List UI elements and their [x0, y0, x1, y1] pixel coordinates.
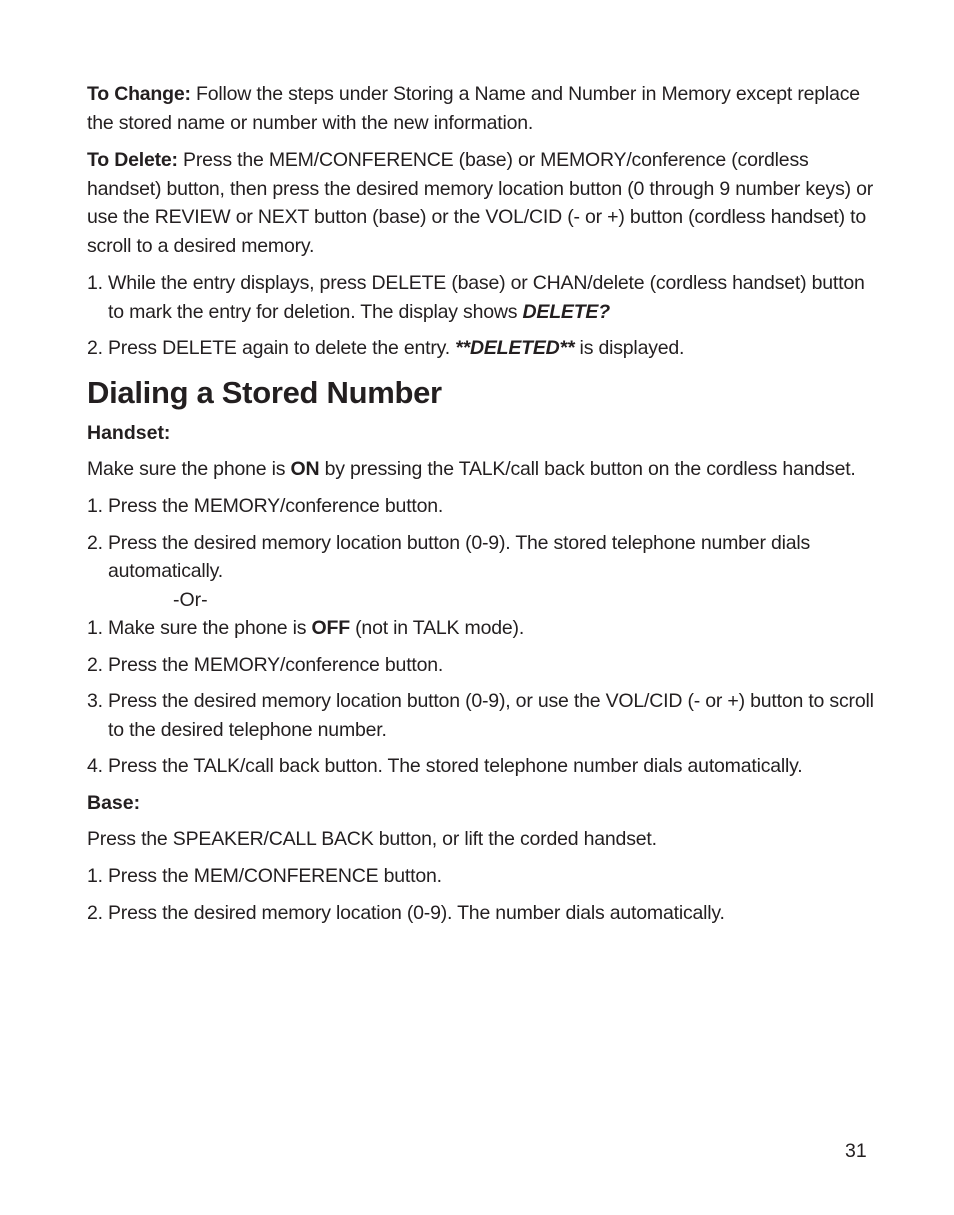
step-number: 4.	[87, 755, 103, 777]
step-text: Press the MEM/CONFERENCE button.	[108, 865, 442, 887]
delete-step-1	[87, 269, 877, 326]
intro-text-part: Make sure the phone is	[87, 457, 291, 480]
step-text	[108, 334, 877, 363]
step-number: 1.	[87, 272, 103, 294]
to-change-lead: To Change:	[87, 83, 191, 105]
handset-step-b2	[87, 651, 877, 680]
delete-step-2	[87, 334, 877, 363]
step-text: Press the desired memory location button (0-9), or use the VOL/CID (- or +) button to scroll to the desired telephone number.	[108, 690, 874, 741]
step-text: Press the MEMORY/conference button.	[108, 495, 444, 517]
step-number: 1.	[87, 865, 103, 887]
step-text-part: While the entry displays, press DELETE (base) or CHAN/delete (cordless handset) button to mark the entry for deletion. The display shows	[108, 272, 865, 323]
step-number: 2.	[87, 337, 103, 359]
step-number: 2.	[87, 901, 103, 924]
or-separator: -Or-	[173, 588, 208, 611]
handset-step-b4	[87, 752, 877, 781]
intro-text-part: by pressing the TALK/call back button on the cordless handset.	[319, 457, 856, 480]
section-title: Dialing a Stored Number	[87, 374, 442, 410]
on-label: ON	[290, 457, 320, 480]
to-change-text: Follow the steps under Storing a Name and Number in Memory except replace the stored name or number with the new information.	[87, 83, 860, 134]
base-intro: Press the SPEAKER/CALL BACK button, or lift the corded handset.	[87, 827, 657, 850]
off-label: OFF	[311, 617, 350, 639]
step-text-part: Make sure the phone is	[108, 617, 312, 639]
delete-display-text: DELETE?	[522, 300, 610, 323]
handset-step-a2	[87, 529, 877, 586]
base-step-1	[87, 862, 877, 891]
step-text: Press the desired memory location button (0-9). The stored telephone number dials automatically.	[108, 531, 811, 582]
base-heading: Base:	[87, 791, 141, 814]
step-number: 3.	[87, 690, 103, 712]
handset-intro	[87, 455, 877, 484]
to-change-paragraph	[87, 80, 877, 137]
manual-page	[87, 80, 877, 935]
handset-step-a1	[87, 492, 877, 521]
step-text: Press the TALK/call back button. The stored telephone number dials automatically.	[108, 755, 803, 777]
step-number: 2.	[87, 653, 103, 676]
to-delete-paragraph	[87, 146, 877, 260]
handset-step-b3	[87, 687, 877, 744]
step-text: Press the desired memory location (0-9). The number dials automatically.	[108, 901, 725, 924]
step-number: 1.	[87, 617, 103, 639]
step-text	[108, 614, 877, 643]
step-text-part: (not in TALK mode).	[349, 617, 525, 639]
step-text	[108, 269, 877, 326]
base-step-2	[87, 899, 877, 928]
step-number: 1.	[87, 495, 103, 517]
deleted-display-text: **DELETED**	[455, 337, 575, 359]
step-text-part: is displayed.	[574, 337, 685, 359]
to-delete-lead: To Delete:	[87, 149, 178, 171]
step-number: 2.	[87, 531, 103, 554]
page-number: 31	[845, 1140, 867, 1162]
to-delete-text: Press the MEM/CONFERENCE (base) or MEMORY/conference (cordless handset) button, then press the desired memory location button (0 through 9 number keys) or use the REVIEW or NEXT button (base) or the VOL/CID (- or +) button (cordless handset) to scroll to a desired memory.	[87, 149, 874, 257]
handset-heading: Handset:	[87, 421, 171, 444]
step-text: Press the MEMORY/conference button.	[108, 653, 444, 676]
handset-step-b1	[87, 614, 877, 643]
step-text-part: Press DELETE again to delete the entry.	[108, 337, 456, 359]
